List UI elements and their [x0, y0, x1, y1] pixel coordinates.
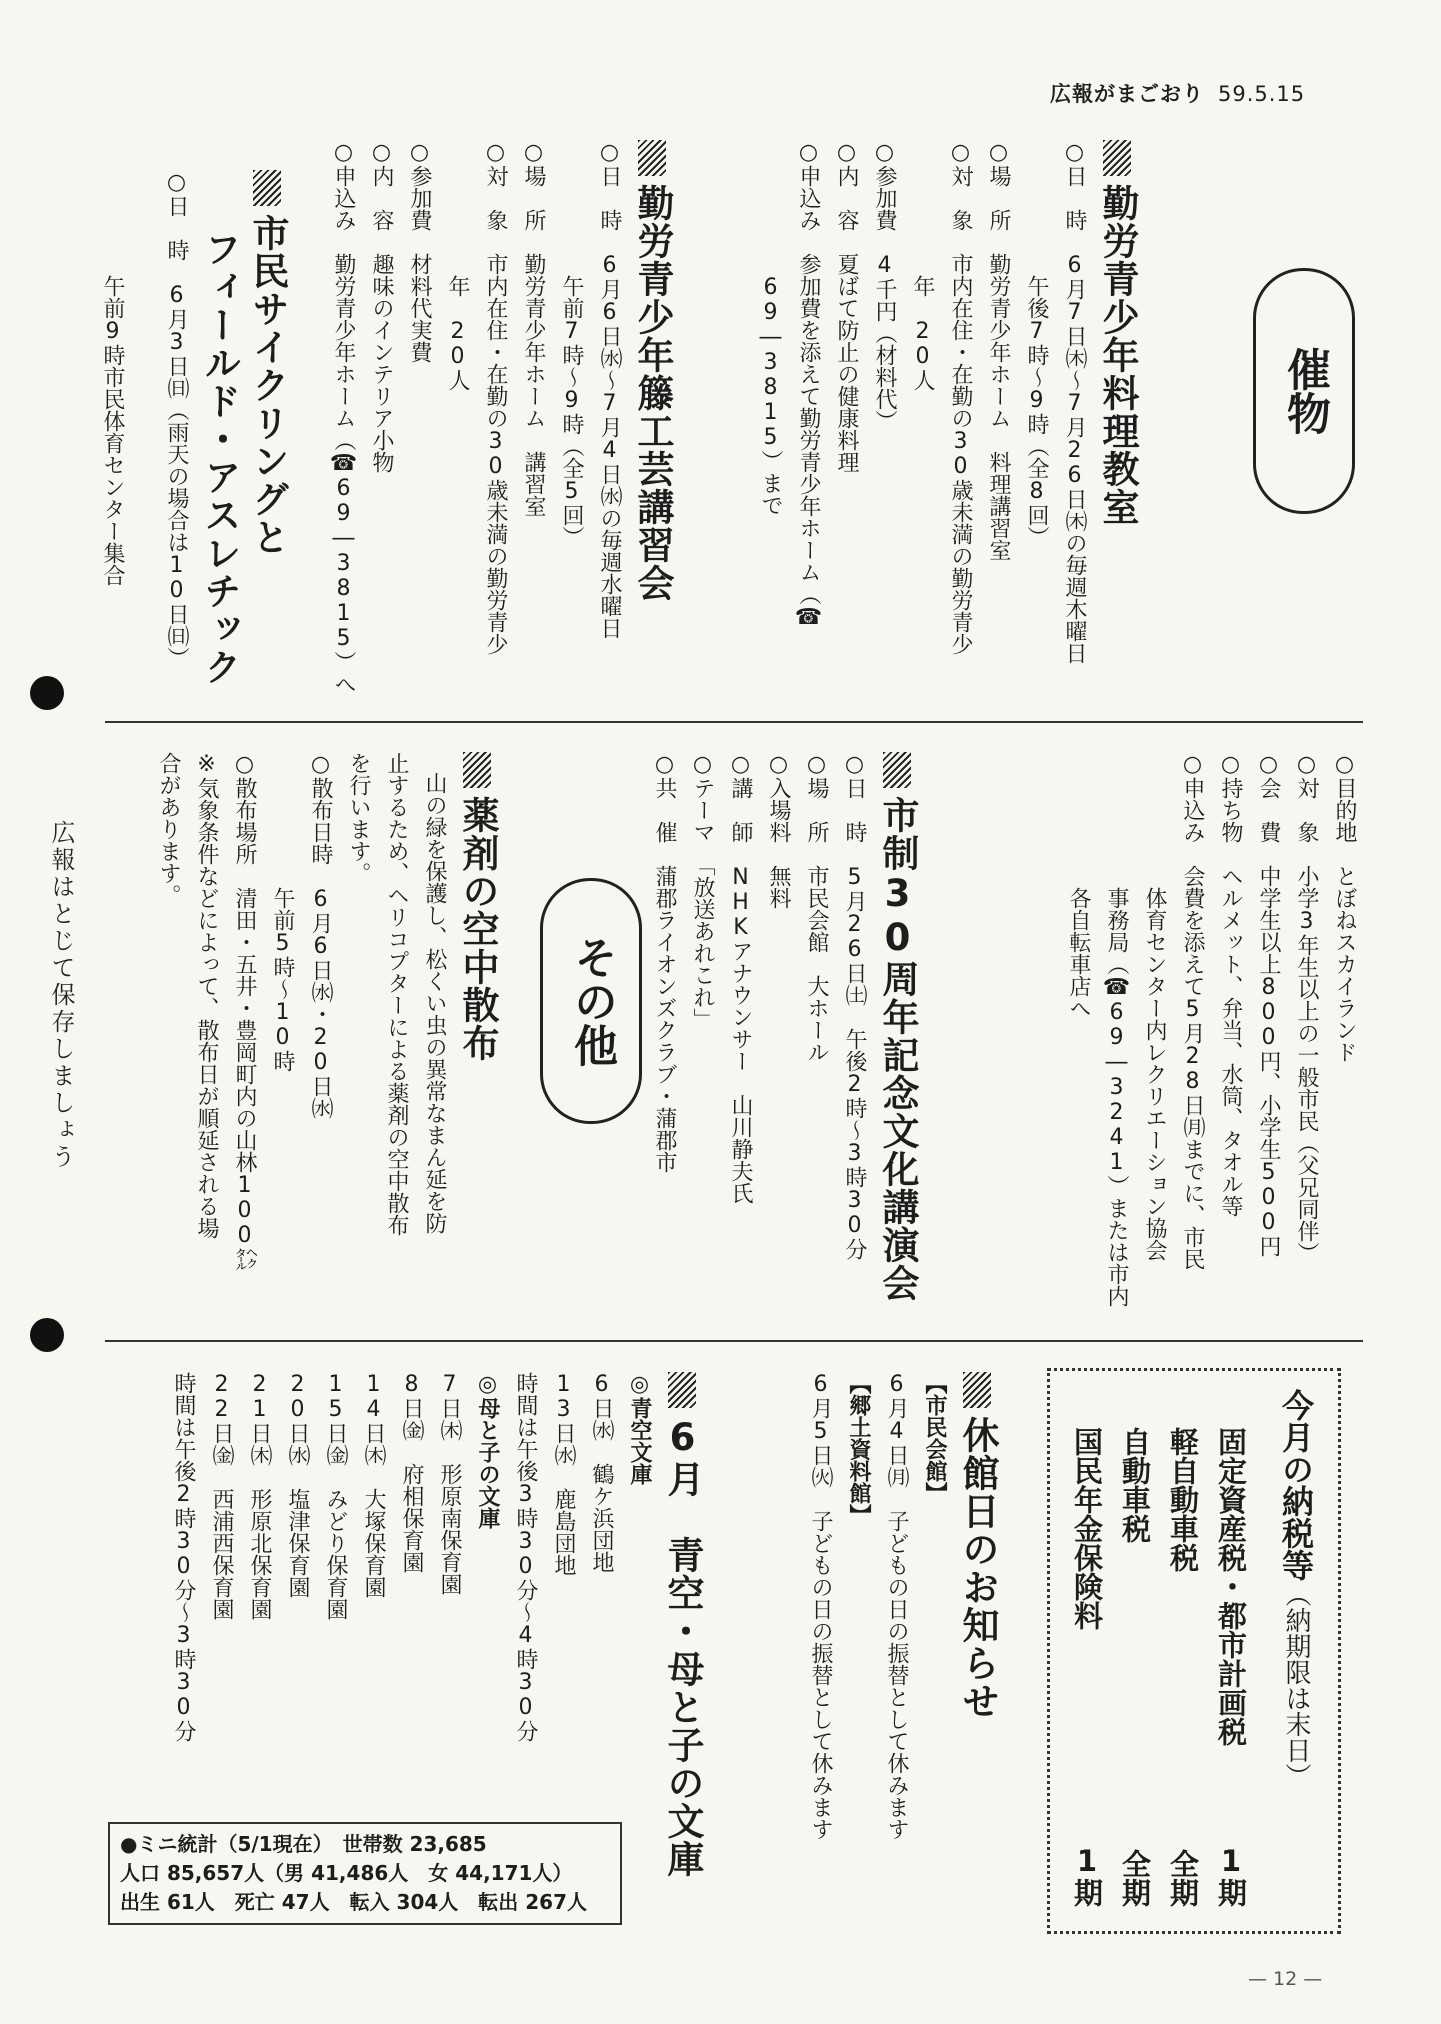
cooking-item: ○対 象 市内在住・在勤の30歳未満の勤労青少: [948, 140, 973, 655]
lecture-item: ○講 師 NHKアナウンサー 山川静夫氏: [728, 752, 753, 1204]
aozora-item: 6日㈬ 鶴ケ浜団地: [589, 1372, 614, 1573]
page-number: — 12 —: [1248, 1968, 1323, 1990]
rattan-item: ○申込み 勤労青少年ホーム（☎69―3815）へ: [331, 140, 356, 695]
lecture-item: ○共 催 蒲郡ライオンズクラブ・蒲郡市: [652, 752, 677, 1173]
cycling-item: 体育センター内レクリエーション協会: [1142, 887, 1167, 1261]
lecture-section: [645, 752, 921, 1312]
cycling-section: [93, 170, 291, 710]
cycling-item: 各自転車店へ: [1066, 887, 1091, 1019]
cooking-item: 午後7時～9時（全8回）: [1024, 275, 1049, 548]
cooking-item: 69―3815）まで: [758, 275, 783, 516]
tax-box: [1047, 1368, 1341, 1934]
binder-hole-top: [30, 676, 64, 710]
rattan-item: 午前7時～9時（全5回）: [559, 275, 584, 548]
closure-item: 6月5日㈫ 子どもの日の振替として休みます: [808, 1372, 833, 1840]
rattan-item: ○内 容 趣味のインテリア小物: [369, 140, 394, 473]
closure-venue: 【市民会館】: [922, 1372, 947, 1504]
rattan-item: ○日 時 6月6日㈬～7月4日㈬の毎週水曜日: [597, 140, 622, 639]
closure-section: [801, 1372, 1001, 1952]
newsletter-title: 広報がまごおり: [1050, 82, 1204, 106]
hatch-mark-icon: [668, 1372, 696, 1408]
closure-item: 6月4日㈪ 子どもの日の振替として休みます: [884, 1372, 909, 1840]
cooking-item: ○内 容 夏ばて防止の健康料理: [834, 140, 859, 473]
aozora-time: 時間は午後3時30分～4時30分: [513, 1372, 538, 1742]
hahako-item: 15日㈮ みどり保育園: [323, 1372, 348, 1620]
cooking-class-section: [751, 140, 1141, 700]
hahako-item: 20日㈬ 塩津保育園: [285, 1372, 310, 1598]
binder-hole-bottom: [30, 1318, 64, 1352]
hahako-time: 時間は午後2時30分～3時30分: [171, 1372, 196, 1742]
hatch-mark-icon: [253, 170, 281, 206]
aozora-item: 13日㈬ 鹿島団地: [551, 1372, 576, 1576]
hahako-item: 14日㈭ 大塚保育園: [361, 1372, 386, 1598]
moyooshi-badge: 催物: [1253, 268, 1355, 514]
sonota-badge: その他: [540, 878, 642, 1124]
rattan-craft-section: [324, 140, 676, 700]
tax-title: 今月の納税等: [1277, 1389, 1315, 1581]
cooking-item: ○日 時 6月7日㈭～7月26日㈭の毎週木曜日: [1062, 140, 1087, 664]
cycling-item: ○目的地 とぼねスカイランド: [1332, 752, 1357, 1063]
lecture-item: ○入場料 無料: [766, 752, 791, 909]
spray-note: 合があります。: [156, 752, 181, 906]
hatch-mark-icon: [1103, 140, 1131, 176]
lecture-item: ○場 所 市民会館 大ホール: [804, 752, 829, 1063]
spray-title: 薬剤の空中散布: [453, 752, 501, 1312]
rattan-craft-title: 勤労青少年籐工芸講習会: [628, 140, 676, 700]
closure-venue: 【郷土資料館】: [846, 1372, 871, 1526]
lecture-item: ○テーマ 「放送あれこれ」: [690, 752, 715, 1030]
spray-item: ○散布場所 清田・五井・豊岡町内の山林100㌶: [232, 752, 257, 1270]
cooking-item: ○参加費 4千円（材料代）: [872, 140, 897, 432]
cycling-section-continued: [1059, 752, 1363, 1312]
cycling-title: 市民サイクリングと: [243, 170, 291, 710]
tax-row: 固定資産税・都市計画税 1期: [1214, 1427, 1248, 1907]
tax-row: 自動車税 全期: [1118, 1427, 1152, 1907]
tax-deadline-note: （納期限は末日）: [1281, 1581, 1311, 1789]
spray-body: を行います。: [346, 752, 371, 884]
hahako-item: 8日㈮ 府相保育園: [399, 1372, 424, 1573]
keep-note: 広報はとじて保存しましょう: [47, 820, 75, 1171]
spray-note: ※気象条件などによって、散布日が順延される場: [194, 752, 219, 1239]
stats-population: 人口 85,657人（男 41,486人 女 44,171人）: [120, 1861, 573, 1885]
lecture-title: 市制30周年記念文化講演会: [873, 752, 921, 1312]
cycling-item: 事務局（☎69―3241）または市内: [1104, 887, 1129, 1307]
aozora-heading: ◎青空文庫: [627, 1372, 652, 1485]
library-title: 6月 青空・母と子の文庫: [658, 1372, 706, 1752]
tax-header: [1274, 1389, 1318, 1789]
rattan-item: 年 20人: [445, 275, 470, 391]
closure-title: 休館日のお知らせ: [953, 1372, 1001, 1952]
cycling-item: ○申込み 会費を添えて5月28日㈪までに、市民: [1180, 752, 1205, 1270]
cycling-title-2: フィールド・アスレチック: [198, 230, 241, 686]
cycling-item: ○日 時 6月3日㈰（雨天の場合は10日㈰）: [164, 170, 189, 669]
rattan-item: ○場 所 勤労青少年ホーム 講習室: [521, 140, 546, 517]
cooking-item: ○場 所 勤労青少年ホーム 料理講習室: [986, 140, 1011, 561]
hahako-heading: ◎母と子の文庫: [475, 1372, 500, 1529]
lecture-item: ○日 時 5月26日㈯ 午後2時～3時30分: [842, 752, 867, 1260]
stats-movement: 出生 61人 死亡 47人 転入 304人 転出 267人: [120, 1890, 588, 1914]
hatch-mark-icon: [883, 752, 911, 788]
hahako-item: 7日㈭ 形原南保育園: [437, 1372, 462, 1595]
cycling-item: 午前9時市民体育センター集合: [100, 275, 125, 586]
tax-row: 軽自動車税 全期: [1166, 1427, 1200, 1907]
spray-body: 山の緑を保護し、松くい虫の異常なまん延を防: [422, 772, 447, 1234]
spray-item: ○散布日時 6月6日㈬・20日㈬: [308, 752, 333, 1119]
page-header: [1050, 78, 1305, 108]
rattan-item: ○対 象 市内在住・在勤の30歳未満の勤労青少: [483, 140, 508, 655]
rattan-item: ○参加費 材料代実費: [407, 140, 432, 363]
cooking-class-title: 勤労青少年料理教室: [1093, 140, 1141, 700]
cooking-item: 年 20人: [910, 275, 935, 391]
section-divider-bottom: [105, 1340, 1363, 1342]
mini-stats-box: [108, 1822, 622, 1925]
hatch-mark-icon: [463, 752, 491, 788]
cooking-item: ○申込み 参加費を添えて勤労青少年ホーム（☎: [796, 140, 821, 630]
spray-section: [149, 752, 501, 1312]
cycling-item: ○持ち物 ヘルメット、弁当、水筒、タオル等: [1218, 752, 1243, 1217]
cycling-item: ○対 象 小学3年生以上の一般市民（父兄同伴）: [1294, 752, 1319, 1264]
spray-item: 午前5時～10時: [270, 887, 295, 1072]
hatch-mark-icon: [963, 1372, 991, 1408]
hatch-mark-icon: [638, 140, 666, 176]
stats-households: ●ミニ統計（5/1現在） 世帯数 23,685: [120, 1832, 487, 1856]
hahako-item: 21日㈭ 形原北保育園: [247, 1372, 272, 1620]
issue-date: 59.5.15: [1218, 82, 1306, 106]
spray-body: 止するため、ヘリコプターによる薬剤の空中散布: [384, 752, 409, 1236]
tax-row: 国民年金保険料 1期: [1070, 1427, 1104, 1907]
cycling-item: ○会 費 中学生以上800円、小学生500円: [1256, 752, 1281, 1257]
hahako-item: 22日㈮ 西浦西保育園: [209, 1372, 234, 1620]
section-divider-top: [105, 721, 1363, 723]
